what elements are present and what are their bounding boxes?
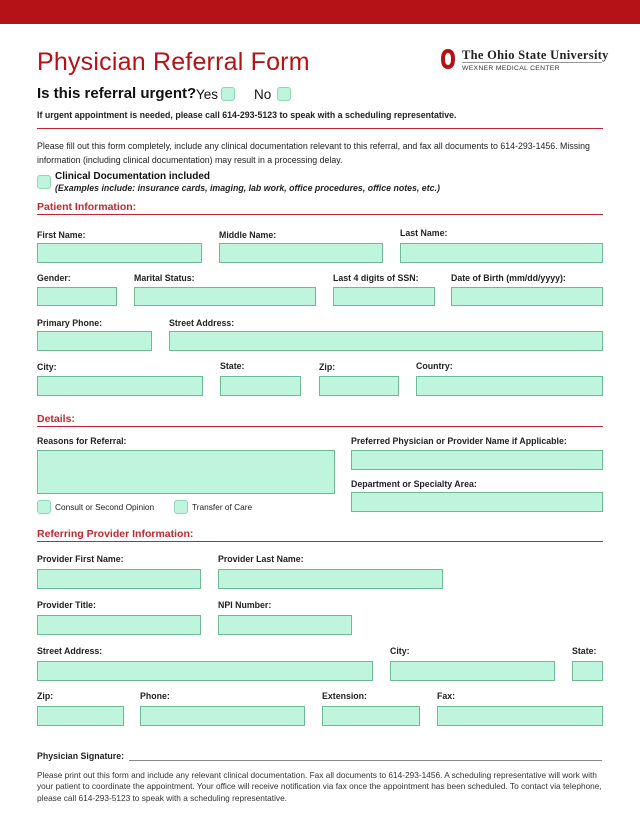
patient-country-label: Country: (416, 361, 453, 371)
patient-middle-name-field[interactable] (219, 243, 383, 263)
provider-fax-field[interactable] (437, 706, 603, 726)
gender-label: Gender: (37, 273, 71, 283)
divider (37, 128, 603, 129)
divider (37, 426, 603, 427)
signature-line[interactable] (129, 760, 602, 761)
primary-phone-field[interactable] (37, 331, 152, 351)
transfer-checkbox[interactable] (174, 500, 188, 514)
provider-state-label: State: (572, 646, 597, 656)
medical-center-name: WEXNER MEDICAL CENTER (462, 65, 560, 72)
provider-extension-label: Extension: (322, 691, 367, 701)
patient-last-name-label: Last Name: (400, 228, 448, 238)
divider (37, 541, 603, 542)
provider-street-field[interactable] (37, 661, 373, 681)
reasons-label: Reasons for Referral: (37, 436, 127, 446)
gender-field[interactable] (37, 287, 117, 306)
marital-status-field[interactable] (134, 287, 316, 306)
urgent-question: Is this referral urgent? (37, 85, 197, 102)
department-label: Department or Specialty Area: (351, 479, 477, 489)
transfer-label: Transfer of Care (192, 502, 253, 512)
logo-divider (462, 62, 602, 63)
provider-city-field[interactable] (390, 661, 555, 681)
npi-label: NPI Number: (218, 600, 272, 610)
patient-street-label: Street Address: (169, 318, 235, 328)
clinical-doc-checkbox[interactable] (37, 175, 51, 189)
provider-section-heading: Referring Provider Information: (37, 528, 194, 540)
dob-field[interactable] (451, 287, 603, 306)
provider-title-label: Provider Title: (37, 600, 96, 610)
preferred-provider-label: Preferred Physician or Provider Name if Applicable: (351, 436, 567, 446)
consult-checkbox[interactable] (37, 500, 51, 514)
provider-phone-label: Phone: (140, 691, 170, 701)
patient-last-name-field[interactable] (400, 243, 603, 263)
ohio-state-logo-icon (440, 48, 456, 70)
provider-title-field[interactable] (37, 615, 201, 635)
primary-phone-label: Primary Phone: (37, 318, 103, 328)
marital-status-label: Marital Status: (134, 273, 195, 283)
preferred-provider-field[interactable] (351, 450, 603, 470)
university-name: The Ohio State University (462, 48, 609, 62)
signature-label: Physician Signature: (37, 751, 125, 761)
provider-phone-field[interactable] (140, 706, 305, 726)
top-brand-bar (0, 0, 640, 24)
patient-state-label: State: (220, 361, 245, 371)
details-section-heading: Details: (37, 413, 75, 425)
provider-zip-field[interactable] (37, 706, 124, 726)
patient-city-label: City: (37, 362, 57, 372)
provider-state-field[interactable] (572, 661, 603, 681)
provider-last-name-label: Provider Last Name: (218, 554, 304, 564)
provider-zip-label: Zip: (37, 691, 54, 701)
provider-last-name-field[interactable] (218, 569, 443, 589)
patient-zip-field[interactable] (319, 376, 399, 396)
dob-label: Date of Birth (mm/dd/yyyy): (451, 273, 566, 283)
ssn-label: Last 4 digits of SSN: (333, 273, 419, 283)
provider-first-name-label: Provider First Name: (37, 554, 124, 564)
provider-fax-label: Fax: (437, 691, 456, 701)
urgent-yes-checkbox[interactable] (221, 87, 235, 101)
npi-field[interactable] (218, 615, 352, 635)
provider-first-name-field[interactable] (37, 569, 201, 589)
provider-extension-field[interactable] (322, 706, 420, 726)
patient-first-name-field[interactable] (37, 243, 202, 263)
urgent-no-label: No (254, 87, 272, 102)
urgent-note: If urgent appointment is needed, please call 614-293-5123 to speak with a scheduling representative. (37, 110, 457, 120)
consult-label: Consult or Second Opinion (55, 502, 155, 512)
patient-state-field[interactable] (220, 376, 301, 396)
patient-country-field[interactable] (416, 376, 603, 396)
divider (37, 214, 603, 215)
patient-section-heading: Patient Information: (37, 201, 137, 213)
footer-text: Please print out this form and include any relevant clinical documentation. Fax all documents to 614-293-1456. A scheduling representative will work with your patient to coordinate the appointment. Your office will receive notification via fax once the appointment has been scheduled. To contact via telephone, please call 614-293-5123 to speak with a scheduling representative. (37, 770, 602, 803)
provider-city-label: City: (390, 646, 410, 656)
instructions-text: Please fill out this form completely, include any clinical documentation relevant to this referral, and fax all documents to 614-293-1456. Missing information (including clinical documentation) may result in a processing delay. (37, 141, 590, 165)
patient-street-field[interactable] (169, 331, 603, 351)
patient-city-field[interactable] (37, 376, 203, 396)
page-title: Physician Referral Form (37, 48, 310, 76)
ssn-field[interactable] (333, 287, 435, 306)
department-field[interactable] (351, 492, 603, 512)
urgent-yes-label: Yes (196, 87, 219, 102)
urgent-no-checkbox[interactable] (277, 87, 291, 101)
reasons-textarea[interactable] (37, 450, 335, 494)
clinical-doc-examples: (Examples include: insurance cards, imaging, lab work, office procedures, office notes, etc.) (55, 183, 440, 193)
patient-middle-name-label: Middle Name: (219, 230, 277, 240)
clinical-doc-label: Clinical Documentation included (55, 171, 211, 182)
provider-street-label: Street Address: (37, 646, 103, 656)
patient-first-name-label: First Name: (37, 230, 86, 240)
patient-zip-label: Zip: (319, 362, 336, 372)
